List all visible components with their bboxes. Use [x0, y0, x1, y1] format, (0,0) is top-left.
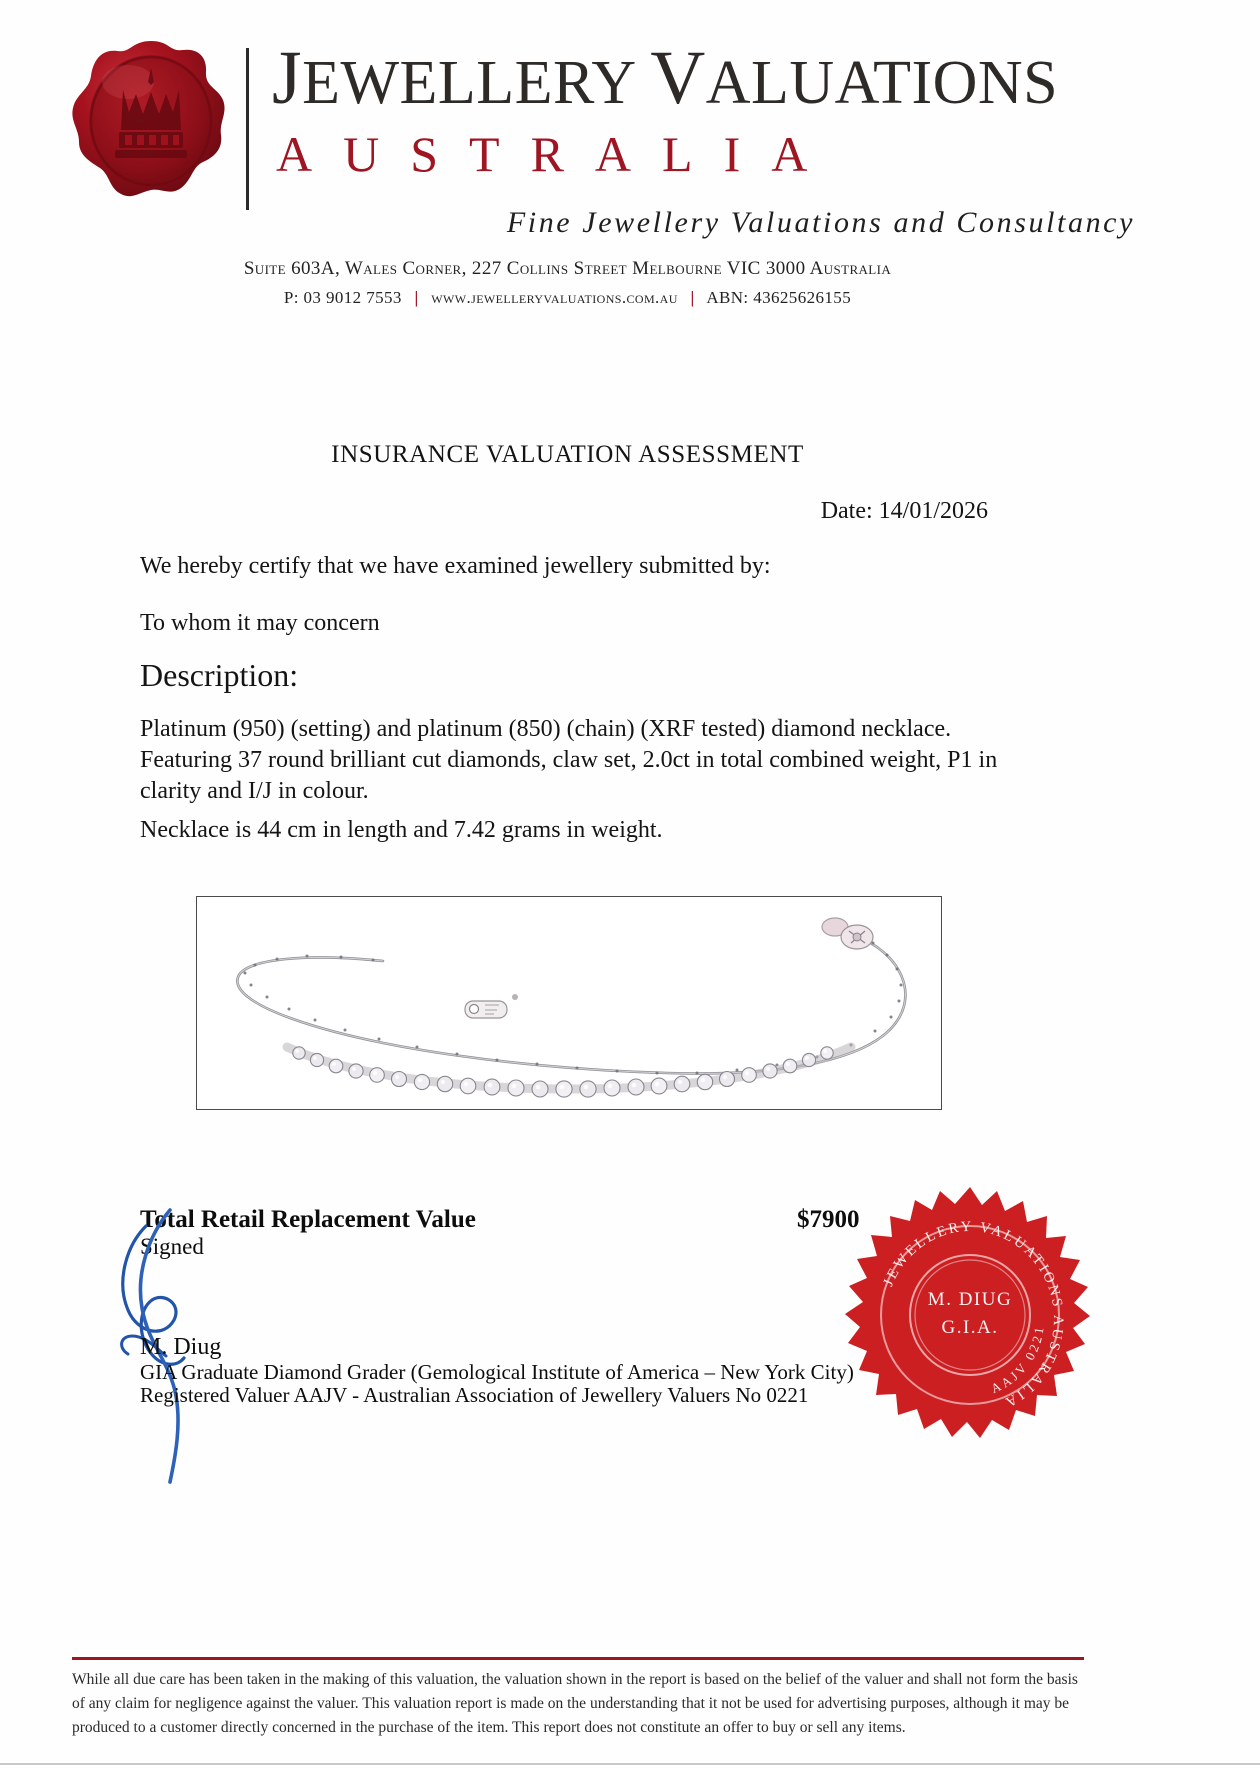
company-contact-line [0, 288, 1135, 308]
company-website[interactable]: www.jewelleryvaluations.com.au [431, 288, 678, 307]
client-name: To whom it may concern [140, 610, 380, 636]
signer-credential-aajv: Registered Valuer AAJV - Australian Association of Jewellery Valuers No 0221 [140, 1383, 809, 1407]
brand-tagline: Fine Jewellery Valuations and Consultancy [506, 206, 1135, 239]
certification-seal-stamp [845, 1183, 1095, 1445]
cert-seal-bottom-text: AAJV 0221 [988, 1323, 1047, 1396]
footer-divider-rule [72, 1657, 1084, 1660]
header-vertical-divider [246, 48, 249, 210]
contact-separator-1: | [414, 288, 419, 307]
certify-statement: We hereby certify that we have examined jewellery submitted by: [140, 553, 771, 579]
footer-disclaimer: While all due care has been taken in the making of this valuation, the valuation shown in the report is based on the belief of the valuer and shall not form the basis of any claim for negligence against the valuer. This valuation report is made on the understanding that it not be used for advertising purposes, although it may be produced to a customer directly concerned in the purchase of the item. This report does not constitute an offer to buy or sell any items. [72, 1671, 1078, 1736]
signed-label: Signed [140, 1234, 204, 1259]
cert-seal-center-line2: G.I.A. [941, 1317, 999, 1338]
page-bottom-edge [0, 1763, 1260, 1765]
cert-seal-ring-text: JEWELLERY VALUATIONS AUSTRALIA [880, 1218, 1067, 1412]
page-title: INSURANCE VALUATION ASSESSMENT [331, 441, 804, 468]
total-value-label: Total Retail Replacement Value [140, 1206, 476, 1233]
company-phone: P: 03 9012 7553 [283, 288, 402, 307]
item-dimensions: Necklace is 44 cm in length and 7.42 grams in weight. [140, 817, 663, 843]
document-header [0, 0, 1260, 345]
brand-title-line1: JEWELLERY VALUATIONS [272, 36, 1059, 120]
cert-seal-center-line1: M. DIUG [927, 1289, 1013, 1310]
signer-credential-gia: GIA Graduate Diamond Grader (Gemological Institute of America – New York City) [140, 1360, 854, 1384]
item-photo-frame [196, 896, 942, 1110]
diamond-tennis-necklace-photo [197, 897, 941, 1109]
document-date: Date: 14/01/2026 [820, 498, 988, 524]
description-heading: Description: [140, 657, 299, 693]
total-value-amount: $7900 [797, 1206, 860, 1233]
item-description: Platinum (950) (setting) and platinum (850) (chain) (XRF tested) diamond necklace. Featuring 37 round brilliant cut diamonds, claw set, 2.0ct in total combined weight, P1 in clarity and I/J in colour. [140, 716, 998, 804]
contact-separator-2: | [690, 288, 695, 307]
company-abn: ABN: 43625626155 [706, 288, 852, 307]
signer-name: M. Diug [140, 1334, 222, 1360]
company-address: Suite 603A, Wales Corner, 227 Collins Street Melbourne VIC 3000 Australia [243, 258, 892, 279]
wax-seal-crown-icon [66, 38, 236, 203]
brand-title-line2: AUSTRALIA [276, 126, 839, 182]
